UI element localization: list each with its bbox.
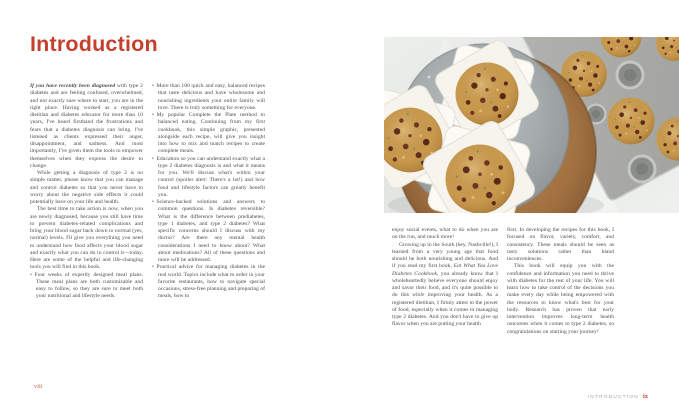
bullet-item-meal-plans (30, 272, 143, 301)
bullet-text: My popular Complete the Plate method to balanced eating. Continuing from my first cookbook, this simple graphic, presented alongside each recipe, will give you insight into how to mix and match recipes to create complete meals. (156, 112, 265, 155)
running-head: INTRODUCTION (587, 395, 639, 400)
paragraph-text: , you already know that I wholeheartedly believe everyone should enjoy and savor their food, and it's quite possible to do this (392, 270, 498, 299)
book-title-italic: Eat What You Love Diabetes Cookbook (392, 263, 498, 277)
bullet-text: Science-backed solutions and answers to common questions. Is diabetes reversible? What is the difference between prediabetes, type 1 diabetes, and type 2 diabetes? What specific concerns should I discuss with my doctor? Are there any mental health considerations I need to know about? What about medications? All of these questions and more will be addressed. (156, 199, 265, 263)
bullet-item-education (152, 156, 265, 200)
paragraph-closing: This book will equip you with the confidence and information you need to thrive with diabetes for the rest of your life. You will learn how to take control of the decisions you make every day while being empowered with the resources to know what's best for your body. Research has proven that early intervention improves long-term health outcomes when it comes to type 2 diabetes, so congratulations on starting your journey! (507, 263, 614, 335)
bullet-icon: • (152, 264, 154, 271)
paragraph: The best time to take action is now, when you are newly diagnosed, because you still have time to prevent diabetes-related complications and bring your blood sugar back down to normal (yes, normal) levels. I'll give you everything you need to understand how food affects your blood sugar and exactly what you can do to control it—today. Here are some of the helpful and life-changing tools you will find in this book. (30, 206, 143, 271)
right-page-footer (588, 385, 648, 403)
bullet-item-practical-advice (152, 264, 265, 300)
paragraph-intro (30, 83, 143, 170)
bullet-icon: • (152, 83, 154, 89)
runover-paragraph: first. In developing the recipes for this book, I focused on flavor, variety, comfort, and consistency. These meals should be seen as tasty solutions rather than bland inconveniences. (507, 227, 614, 262)
bullet-item-complete-the-plate (152, 112, 265, 156)
page-number-left: viii (34, 383, 43, 390)
bullet-item-recipes (152, 83, 265, 112)
text-column-3 (392, 227, 498, 329)
chapter-title: Introduction (30, 32, 158, 56)
bullet-icon: • (152, 199, 154, 205)
muffins-photo (384, 37, 679, 213)
runover-text: enjoy social events, what to do when you are on the run, and much more! (392, 227, 498, 241)
paragraph-text: improving your health. As a registered dietitian, I firmly attest to the power of food, especially when it comes to managing type 2 diabetes. And you don't have to give up flavor when you are putting your health (392, 292, 498, 328)
paragraph-text: Growing up in the South (hey, Nashville!), I learned from a very young age that food should be both nourishing and delicious. And if you read my first book, (392, 241, 498, 270)
emphasis-while: while (412, 292, 425, 299)
paragraph-growing-up (392, 242, 498, 329)
text-column-4 (507, 227, 614, 336)
paragraph-text: with type 2 diabetes and are feeling confused, overwhelmed, and not exactly sure where to start, you are in the right place. Having worked as a registered dietitian and diabetes educator for more than 10 years, I've heard firsthand the frustrations and fears that a diabetes diagnosis can bring. I've listened as clients expressed their anger, disappointment, and sadness. And most importantly, I've given them the tools to empower themselves when they express the desire to change. (30, 83, 143, 169)
page-number-right: ix (642, 393, 648, 400)
muffins-photo-graphic (384, 37, 679, 213)
bullet-item-science-backed (152, 199, 265, 264)
bullet-text: Education so you can understand exactly what a type 2 diabetes diagnosis is and what it means for you. We'll discuss what's within your control (spoiler alert: There's a lot!) and how food and lifestyle factors can greatly benefit you. (156, 155, 265, 198)
lead-in-phrase: If you have recently been diagnosed (30, 83, 116, 89)
bullet-icon: • (152, 155, 154, 162)
text-column-1 (30, 83, 143, 301)
text-column-2 (152, 83, 265, 301)
bullet-icon: • (152, 112, 154, 118)
bullet-text: More than 100 quick and easy, balanced recipes that taste delicious and have wholesome and nourishing ingredients your entire family will love. There is truly something for everyone. (156, 83, 265, 111)
bullet-text: Four weeks of expertly designed meal plans. These meal plans are both customizable and easy to follow, so they are sure to meet both your nutritional and lifestyle needs. (34, 271, 143, 300)
bullet-text: Practical advice for managing diabetes in the real world. Topics include what to order in your favorite restaurants, how to navigate special occasions, stress-free planning and preparing of meals, how to (156, 264, 265, 300)
paragraph: While getting a diagnosis of type 2 is no simple matter, please know that you can manage and control diabetes so that you never have to worry about the negative side effects it could potentially have on your life and health. (30, 170, 143, 205)
bullet-icon: • (30, 271, 32, 278)
